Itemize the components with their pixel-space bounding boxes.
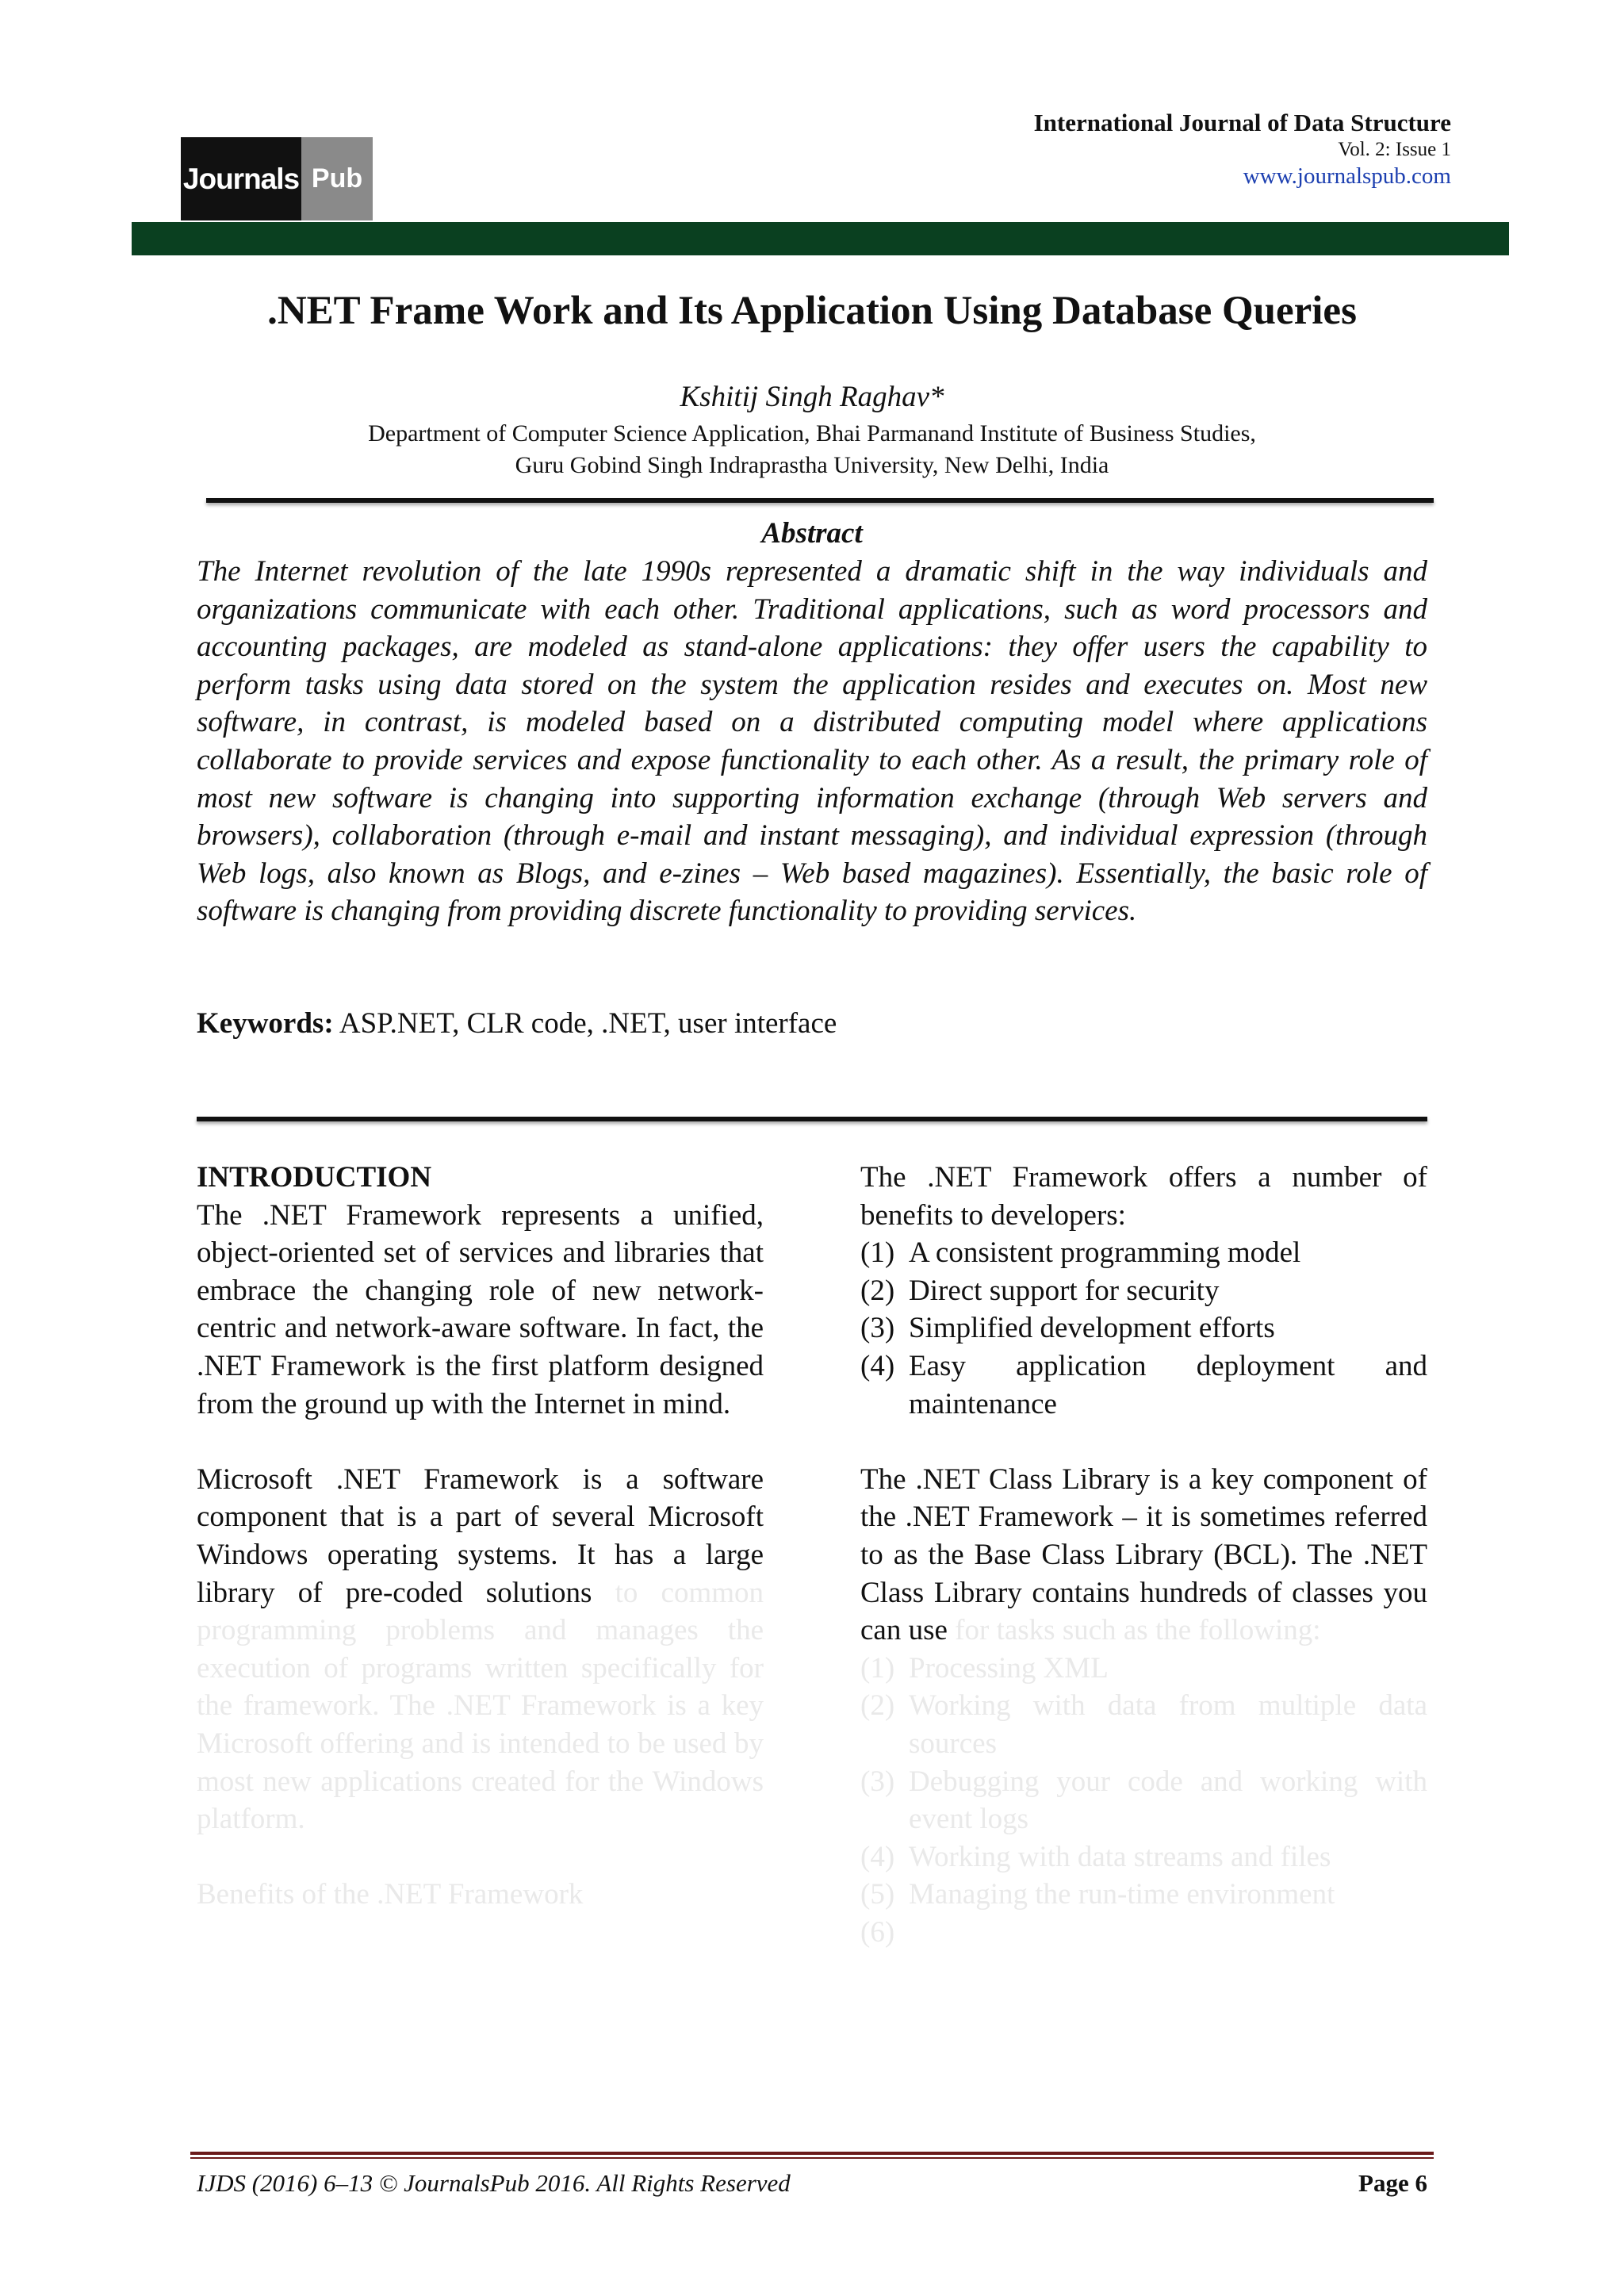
- intro-paragraph-2-faded: to common programming problems and manages the execution of programs written specifically for the framework. The .NET Framework is a key Microsoft offering and is intended to be used by most new applications created for the Windows platform.: [197, 1576, 764, 1836]
- footer-citation: IJDS (2016) 6–13 © JournalsPub 2016. All Rights Reserved: [197, 2169, 791, 2197]
- journal-header: [1034, 108, 1451, 190]
- footer-rule: [190, 2152, 1434, 2155]
- abstract-text: The Internet revolution of the late 1990s represented a dramatic shift in the way individuals and organizations communicate with each other. Traditional applications, such as word processors and accounting packages, are modeled as stand-alone applications: they offer users the capability to perform tasks using data stored on the system the application resides and executes on. Most new software, in contrast, is modeled based on a distributed computing model where applications collaborate to provide services and expose functionality to each other. As a result, the primary role of most new software is changing into supporting information exchange (through Web servers and browsers), collaboration (through e-mail and instant messaging), and individual expression (through Web logs, also known as Blogs, and e-zines – Web based magazines). Essentially, the basic role of software is changing from providing discrete functionality to providing services.: [197, 555, 1427, 928]
- list-item-number: (3): [860, 1312, 895, 1345]
- paper-title: .NET Frame Work and Its Application Using Database Queries: [267, 289, 1357, 333]
- list-item-text: Debugging your code and working with event logs: [909, 1765, 1427, 1836]
- list-item: [860, 1687, 1427, 1762]
- intro-paragraph-1: The .NET Framework represents a unified, object-oriented set of services and libraries that embrace the changing role of new network-centric and network-aware software. In fact, the .NET Framework is the first platform designed from the ground up with the Internet in mind.: [197, 1198, 764, 1420]
- list-item: [860, 1347, 1427, 1423]
- list-item-number: (2): [860, 1689, 895, 1723]
- list-item: [860, 1650, 1427, 1688]
- class-library-paragraph-faded: for tasks such as the following:: [955, 1614, 1321, 1647]
- journal-url-link[interactable]: www.journalspub.com: [1243, 163, 1451, 189]
- keywords: [197, 1006, 1427, 1042]
- intro-paragraph-2: [197, 1461, 764, 1838]
- journalspub-logo: [181, 137, 373, 220]
- benefits-intro-paragraph: The .NET Framework offers a number of benefits to developers:: [860, 1161, 1427, 1232]
- list-item: [860, 1763, 1427, 1838]
- list-item-text: A consistent programming model: [909, 1236, 1301, 1270]
- class-library-paragraph: [860, 1461, 1427, 1650]
- paper-author: Kshitij Singh Raghav*: [680, 381, 944, 413]
- list-item: [860, 1234, 1427, 1272]
- abstract-heading: Abstract: [761, 517, 863, 550]
- list-item: [860, 1876, 1427, 1914]
- list-item-number: (1): [860, 1236, 895, 1270]
- tasks-list: [860, 1650, 1427, 1952]
- benefits-list: [860, 1234, 1427, 1423]
- logo-text-pub: Pub: [301, 137, 373, 220]
- logo-text-journals: Journals: [181, 137, 301, 220]
- left-column: [197, 1159, 764, 1914]
- keywords-text: ASP.NET, CLR code, .NET, user interface: [333, 1007, 837, 1040]
- page-number: Page 6: [1358, 2169, 1427, 2197]
- list-item-number: (2): [860, 1274, 895, 1307]
- list-item-number: (4): [860, 1349, 895, 1382]
- list-item-number: (6): [860, 1915, 895, 1949]
- list-item: [860, 1309, 1427, 1347]
- list-item-number: (4): [860, 1840, 895, 1873]
- footer-rule-thin: [190, 2157, 1434, 2159]
- divider-bottom: [197, 1117, 1427, 1121]
- list-item-text: Processing XML: [909, 1651, 1109, 1685]
- list-item-text: [909, 1914, 1427, 1952]
- list-item-number: (5): [860, 1878, 895, 1911]
- list-item: [860, 1914, 1427, 1952]
- right-column: [860, 1159, 1427, 1951]
- affiliation-line-2: Guru Gobind Singh Indraprastha University, New Delhi, India: [515, 452, 1109, 478]
- list-item-text: Direct support for security: [909, 1274, 1220, 1307]
- journal-title: International Journal of Data Structure: [1033, 109, 1451, 136]
- author-affiliation: [0, 418, 1624, 481]
- list-item-text: Simplified development efforts: [909, 1312, 1275, 1345]
- affiliation-line-1: Department of Computer Science Application, Bhai Parmanand Institute of Business Studies,: [368, 420, 1256, 447]
- list-item-text: Working with data streams and files: [909, 1840, 1331, 1873]
- divider-top: [206, 498, 1434, 503]
- list-item-text: Managing the run-time environment: [909, 1878, 1335, 1911]
- journal-volume: Vol. 2: Issue 1: [1338, 139, 1451, 160]
- class-library-paragraph-visible: The .NET Class Library is a key component of the .NET Framework – it is sometimes referred to as the Base Class Library (BCL). The .NET Class Library contains hundreds of classes you can use: [860, 1462, 1427, 1647]
- list-item-number: (1): [860, 1651, 895, 1685]
- list-item-text: Working with data from multiple data sources: [909, 1689, 1427, 1760]
- list-item: [860, 1838, 1427, 1876]
- keywords-label: Keywords:: [197, 1007, 334, 1040]
- benefits-subheading: Benefits of the .NET Framework: [197, 1878, 584, 1911]
- list-item: [860, 1272, 1427, 1310]
- intro-paragraph-2-visible: Microsoft .NET Framework is a software component that is a part of several Microsoft Windows operating systems. It has a large library of pre-coded solutions: [197, 1462, 764, 1609]
- list-item-number: (3): [860, 1765, 895, 1798]
- list-item-text: Easy application deployment and maintenance: [909, 1349, 1427, 1420]
- section-heading-introduction: INTRODUCTION: [197, 1161, 432, 1194]
- header-green-bar: [132, 222, 1509, 255]
